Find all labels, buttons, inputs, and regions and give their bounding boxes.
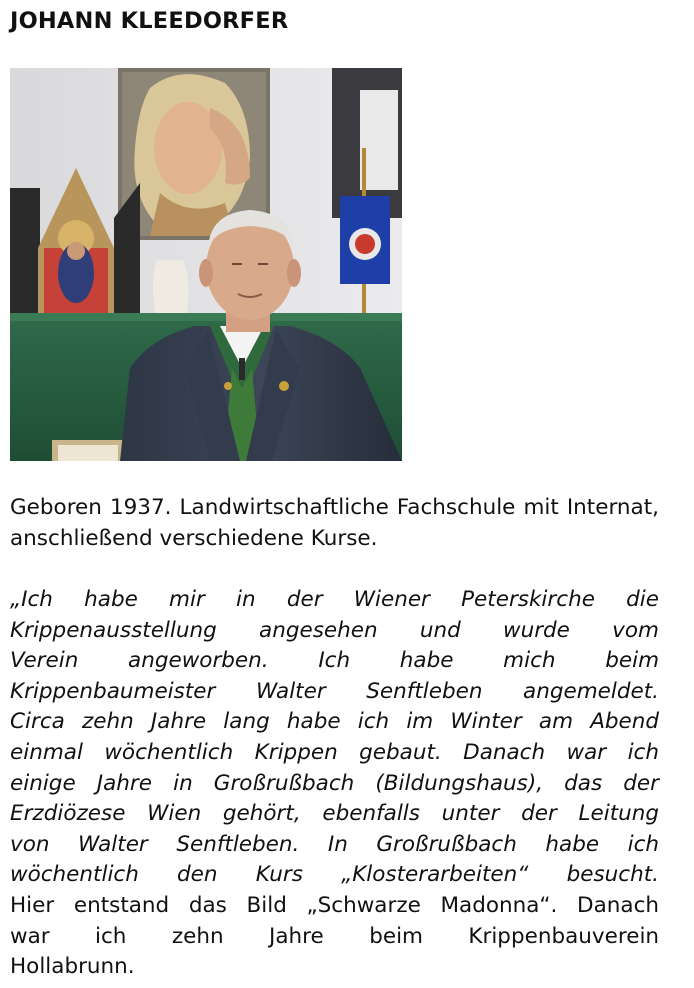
page-title: JOHANN KLEEDORFER — [10, 8, 289, 34]
quote-line: war ich zehn Jahre beim Krippenbauverein — [10, 923, 660, 949]
quote-line: Erzdiözese Wien gehört, ebenfalls unter der Leitung — [10, 801, 660, 827]
quote-line: Hier entstand das Bild „Schwarze Madonna“. Danach — [10, 892, 660, 918]
quote-line: Krippenbaumeister Walter Senftleben angemeldet. — [10, 678, 659, 704]
quote-line: wöchentlich den Kurs „Klosterarbeiten“ besucht. — [10, 862, 659, 888]
quote-line: von Walter Senftleben. In Großrußbach habe ich — [10, 831, 660, 857]
portrait-photo — [10, 68, 402, 461]
quote-line: Krippenausstellung angesehen und wurde vom — [10, 617, 659, 643]
quote-line: Hollabrunn. — [10, 954, 135, 980]
quote-block — [10, 585, 659, 983]
quote-line: einige Jahre in Großrußbach (Bildungshaus), das der — [10, 770, 659, 796]
quote-line: „Ich habe mir in der Wiener Peterskirche die — [10, 587, 659, 612]
biography-text: Geboren 1937. Landwirtschaftliche Fachschule mit Internat, anschließend verschiedene Kurse. — [10, 495, 659, 551]
quote-line: Circa zehn Jahre lang habe ich im Winter am Abend — [10, 709, 660, 735]
quote-line: einmal wöchentlich Krippen gebaut. Danach war ich — [10, 739, 659, 765]
quote-line: Verein angeworben. Ich habe mich beim — [10, 648, 660, 674]
